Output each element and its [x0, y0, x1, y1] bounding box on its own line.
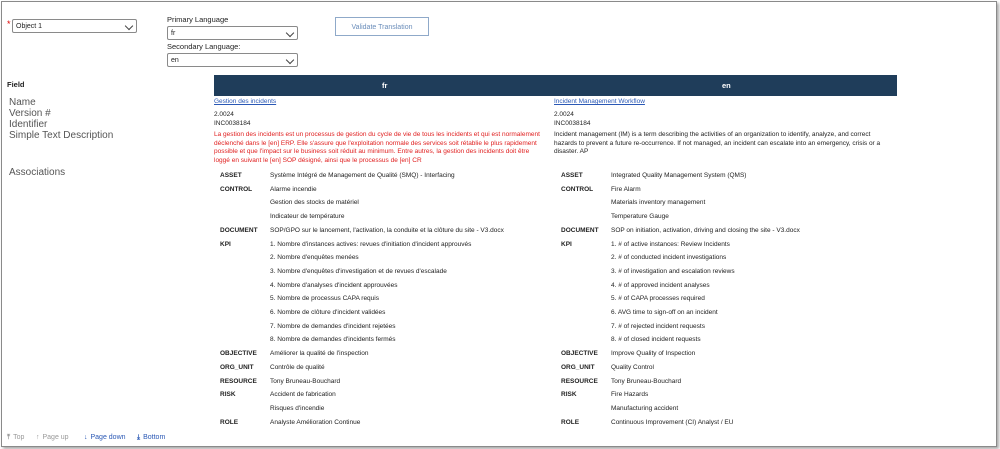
association-value: Améliorer la qualité de l'inspection — [270, 350, 369, 358]
version-fr-value: 2.0024 — [214, 111, 234, 118]
association-type: ASSET — [220, 172, 242, 179]
association-type: ORG_UNIT — [561, 363, 595, 371]
association-type: KPI — [220, 240, 231, 248]
association-type: OBJECTIVE — [220, 350, 257, 358]
association-type: RESOURCE — [220, 377, 257, 385]
association-value: SOP/GPO sur le lancement, l'activation, la conduite et la clôture du site - V3.docx — [270, 226, 504, 234]
language-header-bar — [214, 75, 897, 96]
association-value: 1. # of active instances: Review Incidents — [611, 240, 730, 248]
association-type: RESOURCE — [561, 377, 598, 385]
page-up-label: Page up — [42, 434, 69, 441]
arrow-up-icon: ↑ — [36, 434, 40, 441]
field-column-header: Field — [7, 80, 25, 89]
association-type: CONTROL — [561, 185, 594, 193]
name-fr-link[interactable]: Gestion des incidents — [214, 98, 277, 105]
primary-language-select[interactable] — [167, 26, 298, 40]
field-version-label: Version # — [9, 108, 51, 119]
association-value: Fire Hazards — [611, 391, 649, 399]
association-type: RISK — [561, 391, 577, 399]
description-fr-value: La gestion des incidents est un processus de gestion du cycle de vie de tous les incidents et qui est normalement déclenché dans le [en] ERP. Elle s'assure que l'exploitation normale des services soit rétablie le plus rapidement possible et que l'impact sur le business soit réduit au minimum. Entre autres, la gestion des incidents doit être loggé en suivant le [en] SOP désigné, ainsi que le processus de [en] CR — [214, 131, 540, 164]
association-type: ROLE — [561, 418, 580, 426]
association-value: Temperature Gauge — [611, 213, 669, 221]
association-type: RISK — [220, 391, 236, 399]
field-description-label: Simple Text Description — [9, 130, 114, 141]
validate-translation-button[interactable]: Validate Translation — [335, 17, 429, 36]
association-value: Analyste Amélioration Continue — [270, 418, 361, 426]
association-value: 3. # of investigation and escalation reviews — [611, 267, 735, 275]
version-en-value: 2.0024 — [554, 111, 574, 118]
association-value: Alarme incendie — [270, 185, 317, 193]
chevron-down-icon — [125, 22, 133, 30]
association-value: 5. # of CAPA processes required — [611, 295, 705, 303]
association-value: Improve Quality of Inspection — [611, 350, 696, 358]
association-value: 2. # of conducted incident investigations — [611, 254, 727, 262]
page-up-button[interactable] — [36, 434, 69, 441]
association-value: 1. Nombre d'instances actives: revues d'initiation d'incident approuvés — [270, 240, 472, 248]
association-value: Système Intégré de Management de Qualité (SMQ) - Interfacing — [270, 172, 455, 179]
association-value: 3. Nombre d'enquêtes d'investigation et de revues d'escalade — [270, 267, 447, 275]
association-value: 6. Nombre de clôture d'incident validées — [270, 309, 386, 316]
field-associations-label: Associations — [9, 167, 66, 178]
arrow-down-icon: ↓ — [84, 434, 88, 441]
field-identifier-label: Identifier — [9, 119, 48, 130]
required-mark: * — [7, 19, 11, 29]
association-value: 5. Nombre de processus CAPA requis — [270, 295, 379, 303]
association-value: 8. # of closed incident requests — [611, 336, 701, 344]
association-value: Contrôle de qualité — [270, 363, 325, 371]
association-type: ORG_UNIT — [220, 363, 254, 371]
association-value: 8. Nombre de demandes d'incidents fermés — [270, 336, 396, 344]
translation-panel — [1, 1, 997, 447]
association-value: Tony Bruneau-Bouchard — [270, 377, 341, 385]
association-value: 4. # of approved incident analyses — [611, 281, 710, 289]
association-value: Tony Bruneau-Bouchard — [611, 377, 682, 385]
secondary-language-value: en — [171, 57, 179, 64]
association-type: KPI — [561, 240, 572, 248]
association-value: Quality Control — [611, 363, 654, 371]
association-type: CONTROL — [220, 185, 253, 193]
association-value: 2. Nombre d'enquêtes menées — [270, 254, 359, 262]
top-label: Top — [13, 434, 25, 441]
primary-column-header: fr — [382, 81, 388, 90]
object-select-value: Object 1 — [16, 23, 43, 30]
bottom-button[interactable] — [137, 434, 165, 442]
association-value: Continuous Improvement (CI) Analyst / EU — [611, 418, 734, 426]
association-value: 4. Nombre d'analyses d'incident approuvées — [270, 281, 398, 289]
secondary-language-label: Secondary Language: — [167, 42, 241, 51]
association-value: Gestion des stocks de matériel — [270, 199, 359, 207]
page-down-label: Page down — [90, 434, 126, 441]
association-value: Accident de fabrication — [270, 391, 336, 399]
association-value: Indicateur de température — [270, 213, 345, 221]
association-value: Manufacturing accident — [611, 404, 679, 412]
association-value: 7. Nombre de demandes d'incident rejetées — [270, 322, 396, 330]
description-en-value: Incident management (IM) is a term describing the activities of an organization to identify, analyze, and correct hazards to prevent a future re-occurrence. If not managed, an incident can escalate into an emergency, crisis or a disaster. AP — [554, 131, 881, 155]
bottom-label: Bottom — [143, 434, 166, 441]
page-down-button[interactable] — [84, 434, 126, 441]
association-value: 7. # of rejected incident requests — [611, 322, 705, 330]
secondary-column-header: en — [722, 81, 731, 90]
association-value: SOP on initiation, activation, driving and closing the site - V3.docx — [611, 226, 800, 234]
primary-language-value: fr — [171, 30, 176, 37]
association-type: ROLE — [220, 418, 239, 426]
identifier-en-value: INC0038184 — [554, 120, 591, 127]
association-type: DOCUMENT — [220, 226, 258, 234]
association-type: OBJECTIVE — [561, 350, 598, 358]
arrow-top-icon: ⤒ — [7, 434, 11, 441]
object-select[interactable] — [12, 19, 137, 33]
primary-language-label: Primary Language — [167, 15, 229, 24]
chevron-down-icon — [286, 56, 294, 64]
secondary-language-select[interactable] — [167, 53, 298, 67]
association-value: 6. AVG time to sign-off on an incident — [611, 309, 718, 316]
chevron-down-icon — [286, 29, 294, 37]
association-value: Fire Alarm — [611, 185, 641, 193]
arrow-bottom-icon: ⤓ — [137, 434, 141, 441]
identifier-fr-value: INC0038184 — [214, 120, 251, 127]
association-value: Integrated Quality Management System (QMS) — [611, 172, 747, 179]
association-value: Materials inventory management — [611, 199, 706, 207]
association-value: Risques d'incendie — [270, 404, 325, 412]
field-name-label: Name — [9, 97, 36, 108]
top-button[interactable] — [7, 434, 24, 442]
name-en-link[interactable]: Incident Management Workflow — [554, 98, 645, 105]
association-type: DOCUMENT — [561, 226, 599, 234]
association-type: ASSET — [561, 172, 583, 179]
